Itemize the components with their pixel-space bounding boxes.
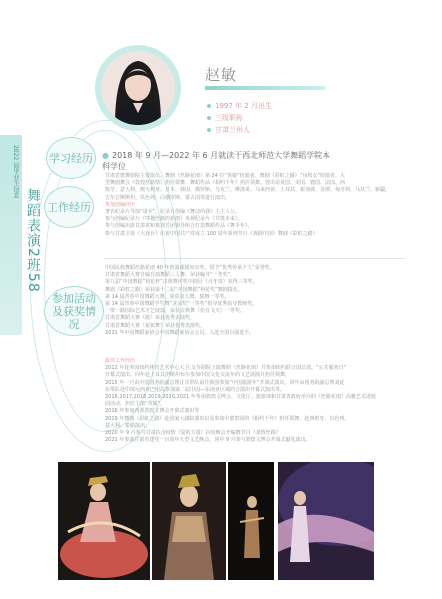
profile-details bbox=[207, 100, 272, 136]
section-divider bbox=[105, 258, 405, 259]
profile-item: 1997 年 2 月出生 bbox=[207, 100, 272, 112]
profile-item: 甘肃兰州人 bbox=[207, 124, 272, 136]
bullet-dot-icon bbox=[207, 104, 211, 108]
performance-photo-4 bbox=[278, 462, 374, 580]
section-activities-badge: 参加活动及获奖情况 bbox=[44, 286, 104, 336]
section-work-badge: 工作经历 bbox=[44, 186, 94, 228]
section-education-badge: 学习经历 bbox=[46, 137, 96, 179]
profile-item: 三级职称 bbox=[207, 112, 272, 124]
avatar bbox=[101, 51, 175, 125]
performance-experience: 最佳工作经历 2012 年赴英国纽约林肯艺术中心大卫.戈芬剧院上演舞剧《丝路花雨》并参加纽约联合国总部。“公共服务日” 开幕式演出。同年赴土耳其伊斯坦布尔参加中国文化交流年的文艺展演并担任领舞。 2015 年一月由中国国务院副总理汪洋带队前往韩国参加“中国旅游年”开幕式演出。同年由国务院副总理刘延 东带队赴印度尼西亚巴厘岛参加第二届中国—东南亚区域的合演出开幕式演出等。 2016,2017,2018,2019,2020,2021 年参加敦煌文博会、文化厅、旅游部和甘肃省政府举办的《丝路花雨》高雅艺术进校 园活动，担任主演“英娘”。 2016 年参加西部敦煌文博会开幕式演出等 2019 年舞剧《彩虹之路》赴国家大剧院演出以及参加中蒙祭同的《相约千年》担任领舞，赴西班牙、以色列、 意大利、希腊演出。 2020 年 9 月参与甘肃抗击疫情《爱的力量》抗疫晚会开编舞节目《柔情丝路》 2021 年参演甘肃省建党一百周年大型文艺晚会，同年 9 月参与敦煌文博会开幕式献礼演出。 bbox=[105, 358, 405, 444]
awards-list: 中国民族舞蹈丝路花雨 40 年创演成绩突出奖，授予“优秀传承个人”荣誉奖。 甘肃省舞蹈大赛自编自演舞蹈三人舞，荣获编导“一等奖”。 第九届“中国舞蹈”荷花杯”古典舞评奖中剧目《月牙泉》获得三等奖。 舞剧《彩虹之路》荣获第十二届“中国舞蹈”荷花奖”舞剧提名。 第 14 届青春中国舞蹈大赛，荣获双人舞，独舞一等奖。 第 14 届青春中国舞蹈学生舞”龙朵奖”一等奖”指导优秀指导教师奖。 一带一路国际艺术才艺展演，荣获古典舞《份音飞天》一等奖。 甘肃省舞蹈大赛《渡》荣获优秀表演奖。 甘肃省舞蹈大赛《祝祝舞》荣获优秀表演奖。 2021 年中国舞蹈家协会中国舞蹈家协会会员，入选全国百强选手。 bbox=[105, 265, 275, 336]
bullet-dot-icon bbox=[207, 116, 211, 120]
name-underline bbox=[205, 86, 325, 90]
performance-photo-1 bbox=[58, 462, 150, 580]
education-entry: ● 2018 年 9 月—2022 年 6 月就读于西北师范大学舞蹈学院本科学位 bbox=[102, 151, 331, 171]
performance-photo-2 bbox=[152, 462, 226, 580]
work-experience: 甘肃省歌舞剧院主要演员。舞剧《丝路花雨》第 24 位“英娘”扮演者。舞剧《彩虹之路》“旬奴女”扮演者。大 型舞剧舞会《敦煌丝路情》担任领舞。舞蹈作品《相约千年》担任领舞。曾出访英国、美国、德国、法国、西 班牙、意大利、澳大利亚、日本、韩国、俄罗斯、乌克兰、摩洛哥、马来西亚、土耳其、新加坡、菲律、匈牙利、马其兰、新疆、 吉尔吉斯斯坦、以色列、白俄罗斯、蒙古国等进行演出。 参加创编经历 著名纪录片导演“周兵”，纪录片创编《舞动的我》主主人公。 参与创编纪录片《穿越丝路的花雨》央视纪录片《共筑未来》。 参与创编出席甘肃省和靠刘芳团领导组合打造舞蹈作品《舞手年》。 参与甘肃卫视《大戏台》庆祝中国共产党成立 100 周年系列节目《戏剧中国》舞剧《彩虹之路》 bbox=[105, 173, 405, 238]
side-year-label: 2022 届毕业生信息 bbox=[12, 145, 19, 199]
performance-photo-3 bbox=[228, 462, 274, 580]
side-class-label: 舞蹈表演2班58 bbox=[25, 188, 41, 293]
performance-sub-heading: 最佳工作经历 bbox=[105, 358, 136, 364]
calendar-icon: ● bbox=[102, 151, 109, 160]
bullet-dot-icon bbox=[207, 128, 211, 132]
work-sub-heading: 参加创编经历 bbox=[105, 201, 136, 208]
person-name: 赵敏 bbox=[205, 66, 238, 84]
